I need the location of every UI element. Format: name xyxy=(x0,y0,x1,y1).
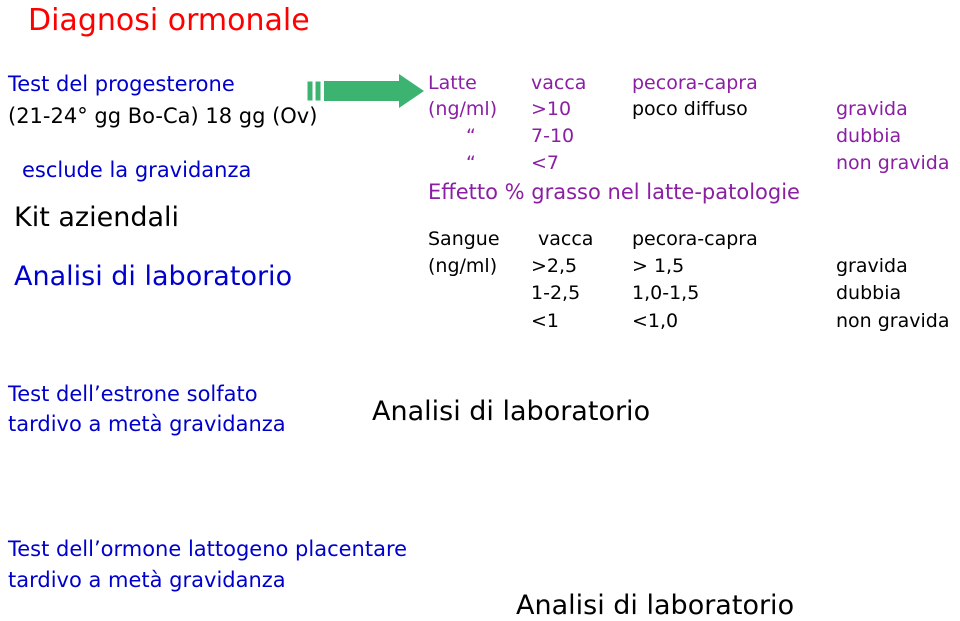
milk-label: Latte xyxy=(428,72,477,94)
lab-analysis-top: Analisi di laboratorio xyxy=(14,261,293,292)
milk-outcome: gravida xyxy=(836,98,908,120)
milk-note: Effetto % grasso nel latte-patologie xyxy=(428,180,800,204)
milk-col-sheep: pecora-capra xyxy=(632,72,758,94)
blood-sheep-value: 1,0-1,5 xyxy=(632,282,700,304)
estrone-test-label: Test dell’estrone solfato xyxy=(8,382,258,406)
milk-unit: (ng/ml) xyxy=(428,98,498,120)
milk-col-cow: vacca xyxy=(531,72,587,94)
milk-sheep-value: poco diffuso xyxy=(632,98,748,120)
ditto-mark: “ xyxy=(466,152,476,174)
progesterone-excludes: esclude la gravidanza xyxy=(22,158,252,182)
ditto-mark: “ xyxy=(466,125,476,147)
lactogen-test-label: Test dell’ormone lattogeno placentare xyxy=(8,537,408,561)
milk-outcome: dubbia xyxy=(836,125,902,147)
blood-label: Sangue xyxy=(428,228,500,250)
blood-sheep-value: <1,0 xyxy=(632,310,679,332)
blood-cow-value: <1 xyxy=(531,310,560,332)
blood-sheep-value: > 1,5 xyxy=(632,255,685,277)
progesterone-test-label: Test del progesterone xyxy=(8,72,235,96)
arrow-right-icon xyxy=(307,74,425,108)
lactogen-lab-analysis: Analisi di laboratorio xyxy=(516,590,795,621)
estrone-timing: tardivo a metà gravidanza xyxy=(8,412,286,436)
blood-outcome: dubbia xyxy=(836,282,902,304)
blood-col-sheep: pecora-capra xyxy=(632,228,758,250)
blood-cow-value: >2,5 xyxy=(531,255,578,277)
milk-cow-value: <7 xyxy=(531,152,560,174)
milk-cow-value: 7-10 xyxy=(531,125,575,147)
kit-label: Kit aziendali xyxy=(14,202,180,233)
milk-outcome: non gravida xyxy=(836,152,950,174)
blood-outcome: non gravida xyxy=(836,310,950,332)
lactogen-timing: tardivo a metà gravidanza xyxy=(8,568,286,592)
blood-col-cow: vacca xyxy=(538,228,594,250)
progesterone-timing: (21-24° gg Bo-Ca) 18 gg (Ov) xyxy=(8,104,318,128)
blood-outcome: gravida xyxy=(836,255,908,277)
blood-unit: (ng/ml) xyxy=(428,255,498,277)
page-title: Diagnosi ormonale xyxy=(28,3,310,38)
blood-cow-value: 1-2,5 xyxy=(531,282,581,304)
estrone-lab-analysis: Analisi di laboratorio xyxy=(372,396,651,427)
milk-cow-value: >10 xyxy=(531,98,572,120)
